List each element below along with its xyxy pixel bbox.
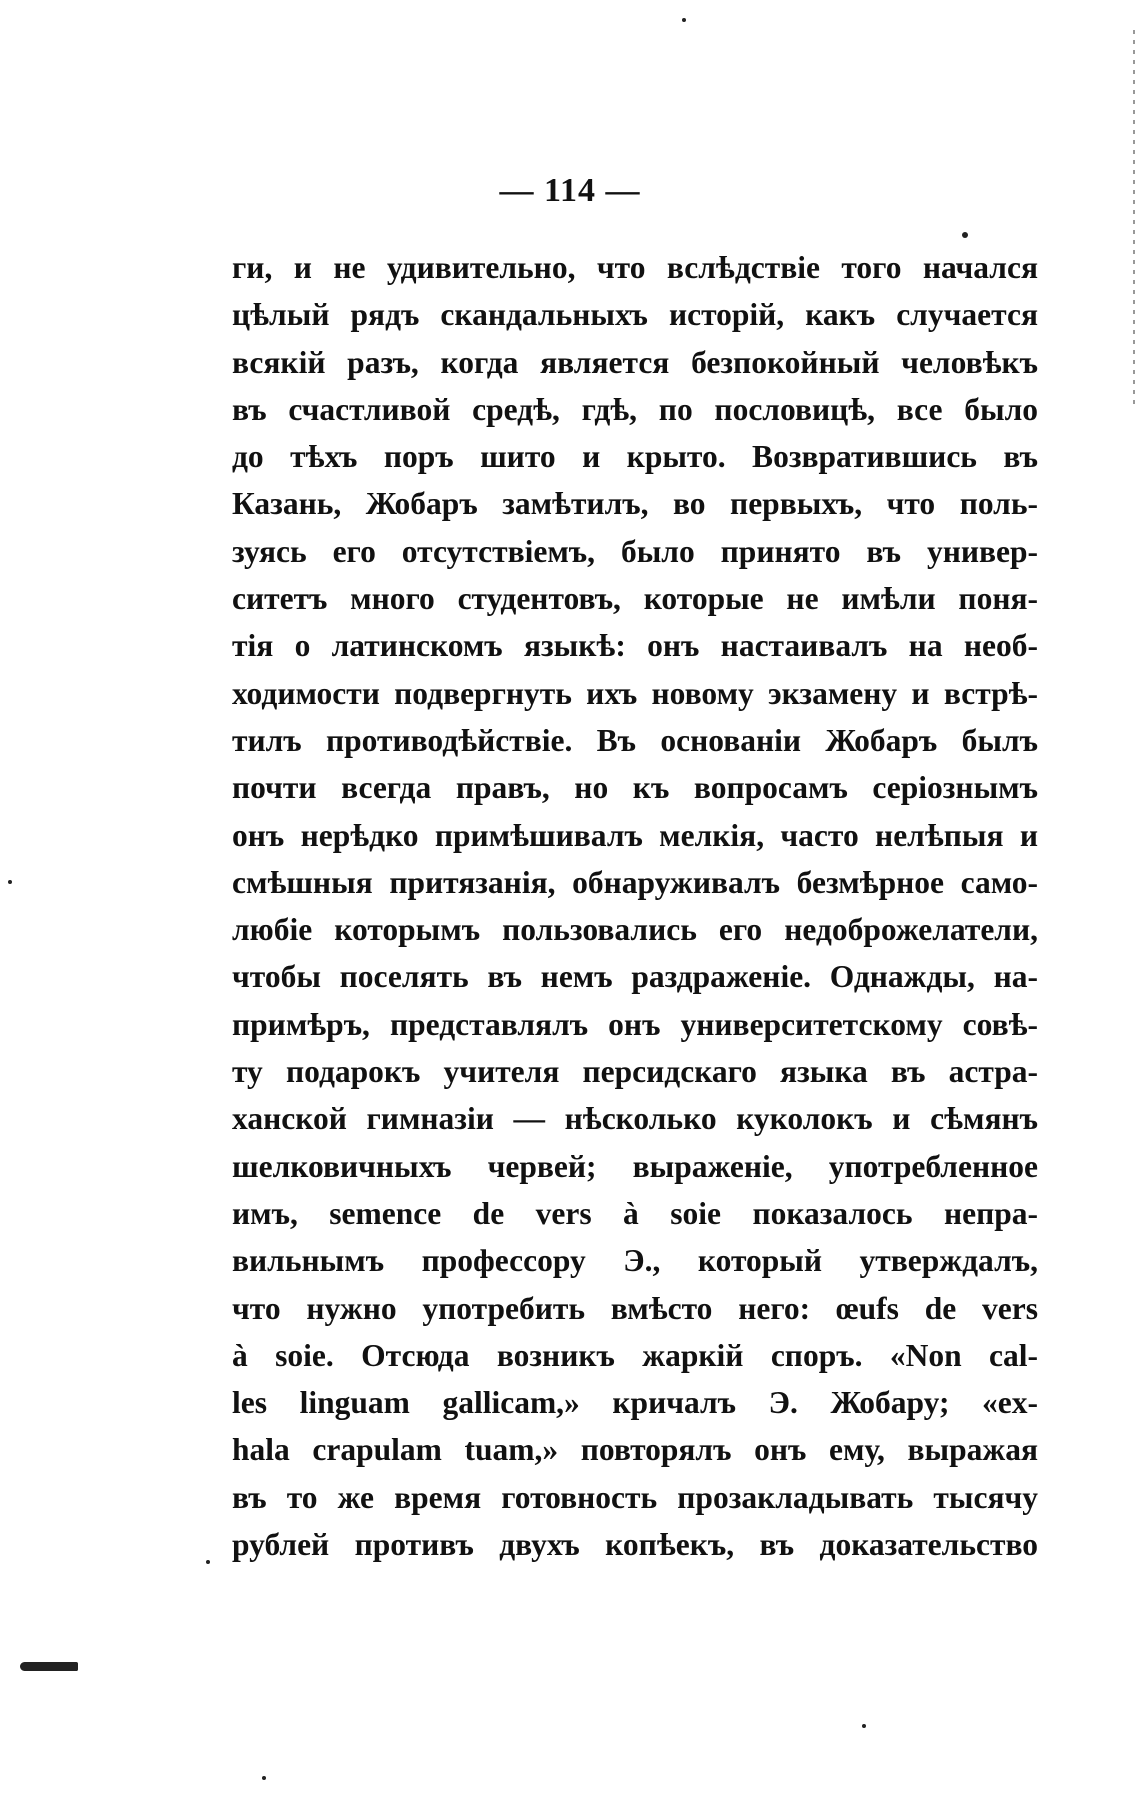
body-text — [232, 244, 1038, 1568]
text-line: любіе которымъ пользовались его недоброжелатели, — [232, 912, 1038, 948]
text-line: что нужно употребить вмѣсто него: œufs de vers — [232, 1290, 1038, 1326]
text-line: смѣшныя притязанія, обнаруживалъ безмѣрное само- — [232, 864, 1038, 900]
text-line: цѣлый рядъ скандальныхъ исторій, какъ случается — [232, 297, 1038, 333]
scan-edge-line — [1133, 30, 1135, 410]
scan-dot-mark — [862, 1724, 866, 1728]
text-line: чтобы поселять въ немъ раздраженіе. Однажды, на- — [232, 959, 1038, 995]
text-line: примѣръ, представлялъ онъ университетскому совѣ- — [232, 1006, 1038, 1042]
text-line: тія о латинскомъ языкѣ: онъ настаивалъ на необ- — [232, 628, 1038, 664]
text-line: à soie. Отсюда возникъ жаркій споръ. «Non cal- — [232, 1337, 1038, 1373]
text-line: имъ, semence de vers à soie показалось непра- — [232, 1195, 1038, 1231]
text-line: ситетъ много студентовъ, которые не имѣли поня- — [232, 581, 1038, 617]
scan-dot-mark — [962, 232, 968, 238]
text-line: ги, и не удивительно, что вслѣдствіе того начался — [232, 250, 1038, 285]
page-number: — 114 — — [499, 172, 641, 209]
text-line: ходимости подвергнуть ихъ новому экзамену и встрѣ- — [232, 675, 1038, 711]
text-line: шелковичныхъ червей; выраженіе, употребленное — [232, 1148, 1038, 1184]
text-line: рублей противъ двухъ копѣекъ, въ доказательство — [232, 1527, 1038, 1563]
scan-dot-mark — [682, 18, 686, 22]
scan-dot-mark — [8, 880, 12, 884]
text-line: Казань, Жобаръ замѣтилъ, во первыхъ, что поль- — [232, 486, 1038, 522]
text-line: hala crapulam tuam,» повторялъ онъ ему, выражая — [232, 1432, 1038, 1468]
text-line: въ то же время готовность прозакладывать тысячу — [232, 1479, 1038, 1515]
text-line: вильнымъ профессору Э., который утверждалъ, — [232, 1243, 1038, 1279]
scan-dot-mark — [262, 1776, 266, 1780]
text-line: ту подарокъ учителя персидскаго языка въ астра- — [232, 1054, 1038, 1090]
text-line: ханской гимназіи — нѣсколько куколокъ и сѣмянъ — [232, 1101, 1038, 1137]
text-line: les linguam gallicam,» кричалъ Э. Жобару; «ex- — [232, 1385, 1038, 1421]
text-line: въ счастливой средѣ, гдѣ, по пословицѣ, все было — [232, 391, 1038, 427]
text-line: всякій разъ, когда является безпокойный человѣкъ — [232, 344, 1038, 380]
scan-dash-mark — [20, 1662, 78, 1671]
text-line: тилъ противодѣйствіе. Въ основаніи Жобаръ былъ — [232, 722, 1038, 758]
scan-dot-mark — [206, 1560, 210, 1564]
text-line: онъ нерѣдко примѣшивалъ мелкія, часто нелѣпыя и — [232, 817, 1038, 853]
text-line: почти всегда правъ, но къ вопросамъ серіознымъ — [232, 770, 1038, 806]
text-line: до тѣхъ поръ шито и крыто. Возвратившись въ — [232, 439, 1038, 475]
text-line: зуясь его отсутствіемъ, было принято въ универ- — [232, 533, 1038, 569]
